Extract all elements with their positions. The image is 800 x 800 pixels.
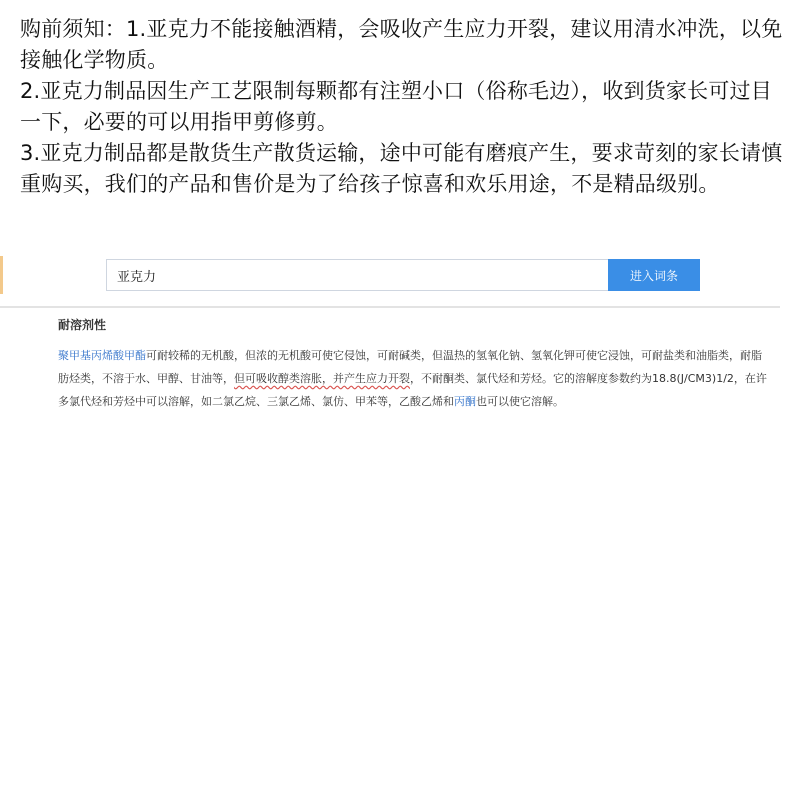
encyclopedia-screenshot [0, 252, 780, 442]
para-text-c: 也可以使它溶解。 [476, 395, 564, 408]
purchase-notice [20, 14, 790, 200]
notice-line-3: 3.亚克力制品都是散货生产散货运输，途中可能有磨痕产生，要求苛刻的家长请慎重购买，我们的产品和售价是为了给孩子惊喜和欢乐用途，不是精品级别。 [20, 141, 783, 196]
divider [0, 306, 780, 308]
notice-line-2: 2.亚克力制品因生产工艺限制每颗都有注塑小口（俗称毛边），收到货家长可过目一下，必要的可以用指甲剪修剪。 [20, 79, 772, 134]
link-acetone[interactable]: 丙酮 [454, 395, 476, 408]
left-edge-accent [0, 256, 3, 294]
notice-line-1: 购前须知：1.亚克力不能接触酒精，会吸收产生应力开裂，建议用清水冲洗，以免接触化学物质。 [20, 17, 783, 72]
search-bar [106, 259, 700, 291]
section-heading: 耐溶剂性 [58, 318, 107, 332]
para-text-underlined: 但可吸收醇类溶胀，并产生应力开裂 [234, 372, 410, 385]
para-text-a: 可耐较稀的无机酸，但浓的无机酸可使它侵蚀，可耐碱类，但温热的氢氧化钠、氢氧化钾可使它浸蚀，可耐盐类和油脂类，耐脂肪烃类，不溶于水、甲醇、甘油等， [58, 349, 762, 385]
para-text-b: ，不耐酮类、氯代烃和芳烃。它的溶解度参数约为18.8(J/CM3)1/2，在许多氯代烃和芳烃中可以溶解，如二氯乙烷、三氯乙烯、氯仿、甲苯等，乙酸乙烯和 [58, 372, 767, 408]
link-pmma[interactable]: 聚甲基丙烯酸甲酯 [58, 349, 146, 362]
enter-entry-button[interactable]: 进入词条 [608, 259, 700, 291]
article-paragraph [58, 344, 770, 413]
search-input[interactable] [107, 260, 609, 290]
